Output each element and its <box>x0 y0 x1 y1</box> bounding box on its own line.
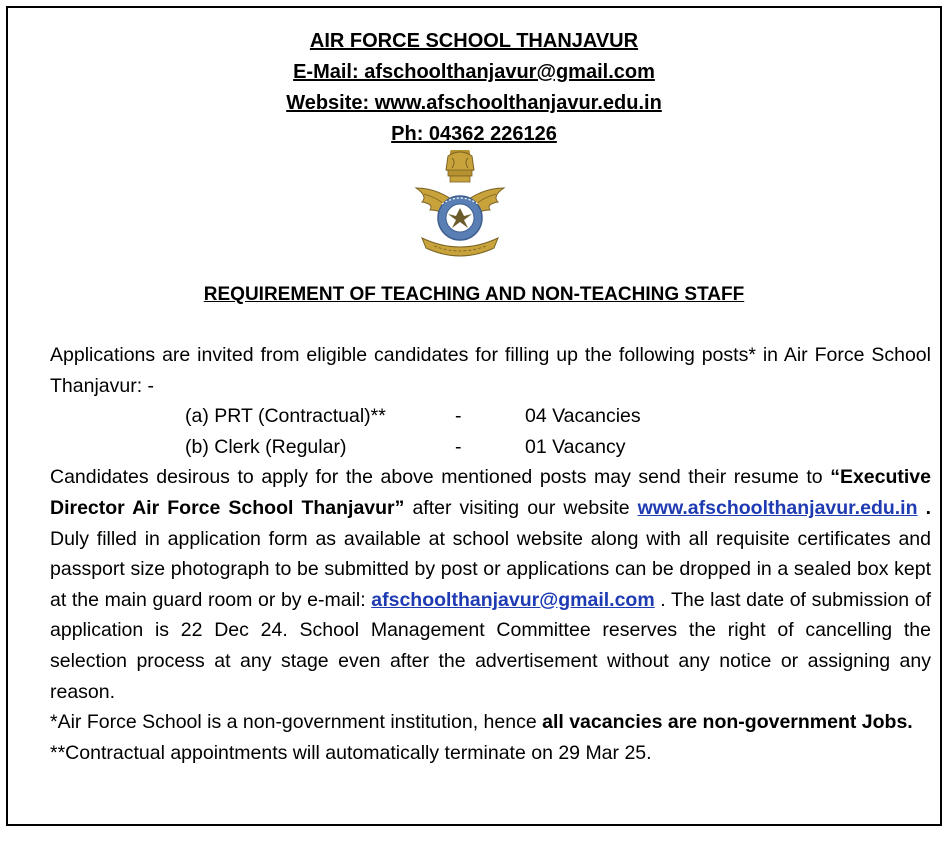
post-dash: - <box>455 405 462 428</box>
website-line: Website: www.afschoolthanjavur.edu.in <box>286 92 662 114</box>
intro-paragraph: Applications are invited from eligible candidates for filling up the following posts* in Air Force School Thanjavur: - <box>50 344 931 397</box>
apply-text: . The last date of submission of application is 22 Dec 24. School Management Committee reserves the right of cancelling the selection process at any stage even after the advertisement without any notice or assigning any reason. <box>50 588 931 703</box>
note-non-government <box>50 707 931 738</box>
notice-body <box>50 340 931 768</box>
apply-text: after visiting our website <box>404 496 638 519</box>
email-link[interactable]: afschoolthanjavur@gmail.com <box>371 588 655 611</box>
application-paragraph <box>50 462 931 707</box>
note-contractual: **Contractual appointments will automatically terminate on 29 Mar 25. <box>50 741 652 764</box>
apply-text: Candidates desirous to apply for the above mentioned posts may send their resume to <box>50 466 831 489</box>
website-link[interactable]: www.afschoolthanjavur.edu.in <box>637 496 918 519</box>
notice-frame <box>6 6 942 826</box>
post-name: (b) Clerk (Regular) <box>185 435 347 458</box>
school-name: AIR FORCE SCHOOL THANJAVUR <box>309 30 639 52</box>
notice-title: REQUIREMENT OF TEACHING AND NON-TEACHING STAFF <box>203 284 745 305</box>
post-row <box>50 432 931 463</box>
post-dash: - <box>455 435 462 458</box>
phone-line: Ph: 04362 226126 <box>391 123 557 145</box>
post-row <box>50 401 931 432</box>
indian-air-force-emblem-icon <box>412 148 508 260</box>
email-line: E-Mail: afschoolthanjavur@gmail.com <box>293 61 655 83</box>
period: . <box>917 496 931 519</box>
post-name: (a) PRT (Contractual)** <box>185 405 386 428</box>
note-text: *Air Force School is a non-government institution, hence <box>50 711 543 734</box>
apply-text: Duly filled in application form as available at school website along with all requisite certificates and passport size photograph to be submitted by post or applications can be dropped in a sealed box kept at the main guard room or by e-mail: <box>50 527 931 611</box>
note-bold: all vacancies are non-government Jobs. <box>542 711 913 734</box>
addressee: “Executive Director Air Force School Thanjavur” <box>50 466 931 519</box>
post-vacancies: 01 Vacancy <box>525 435 626 458</box>
letterhead <box>8 26 940 150</box>
post-vacancies: 04 Vacancies <box>525 405 641 428</box>
